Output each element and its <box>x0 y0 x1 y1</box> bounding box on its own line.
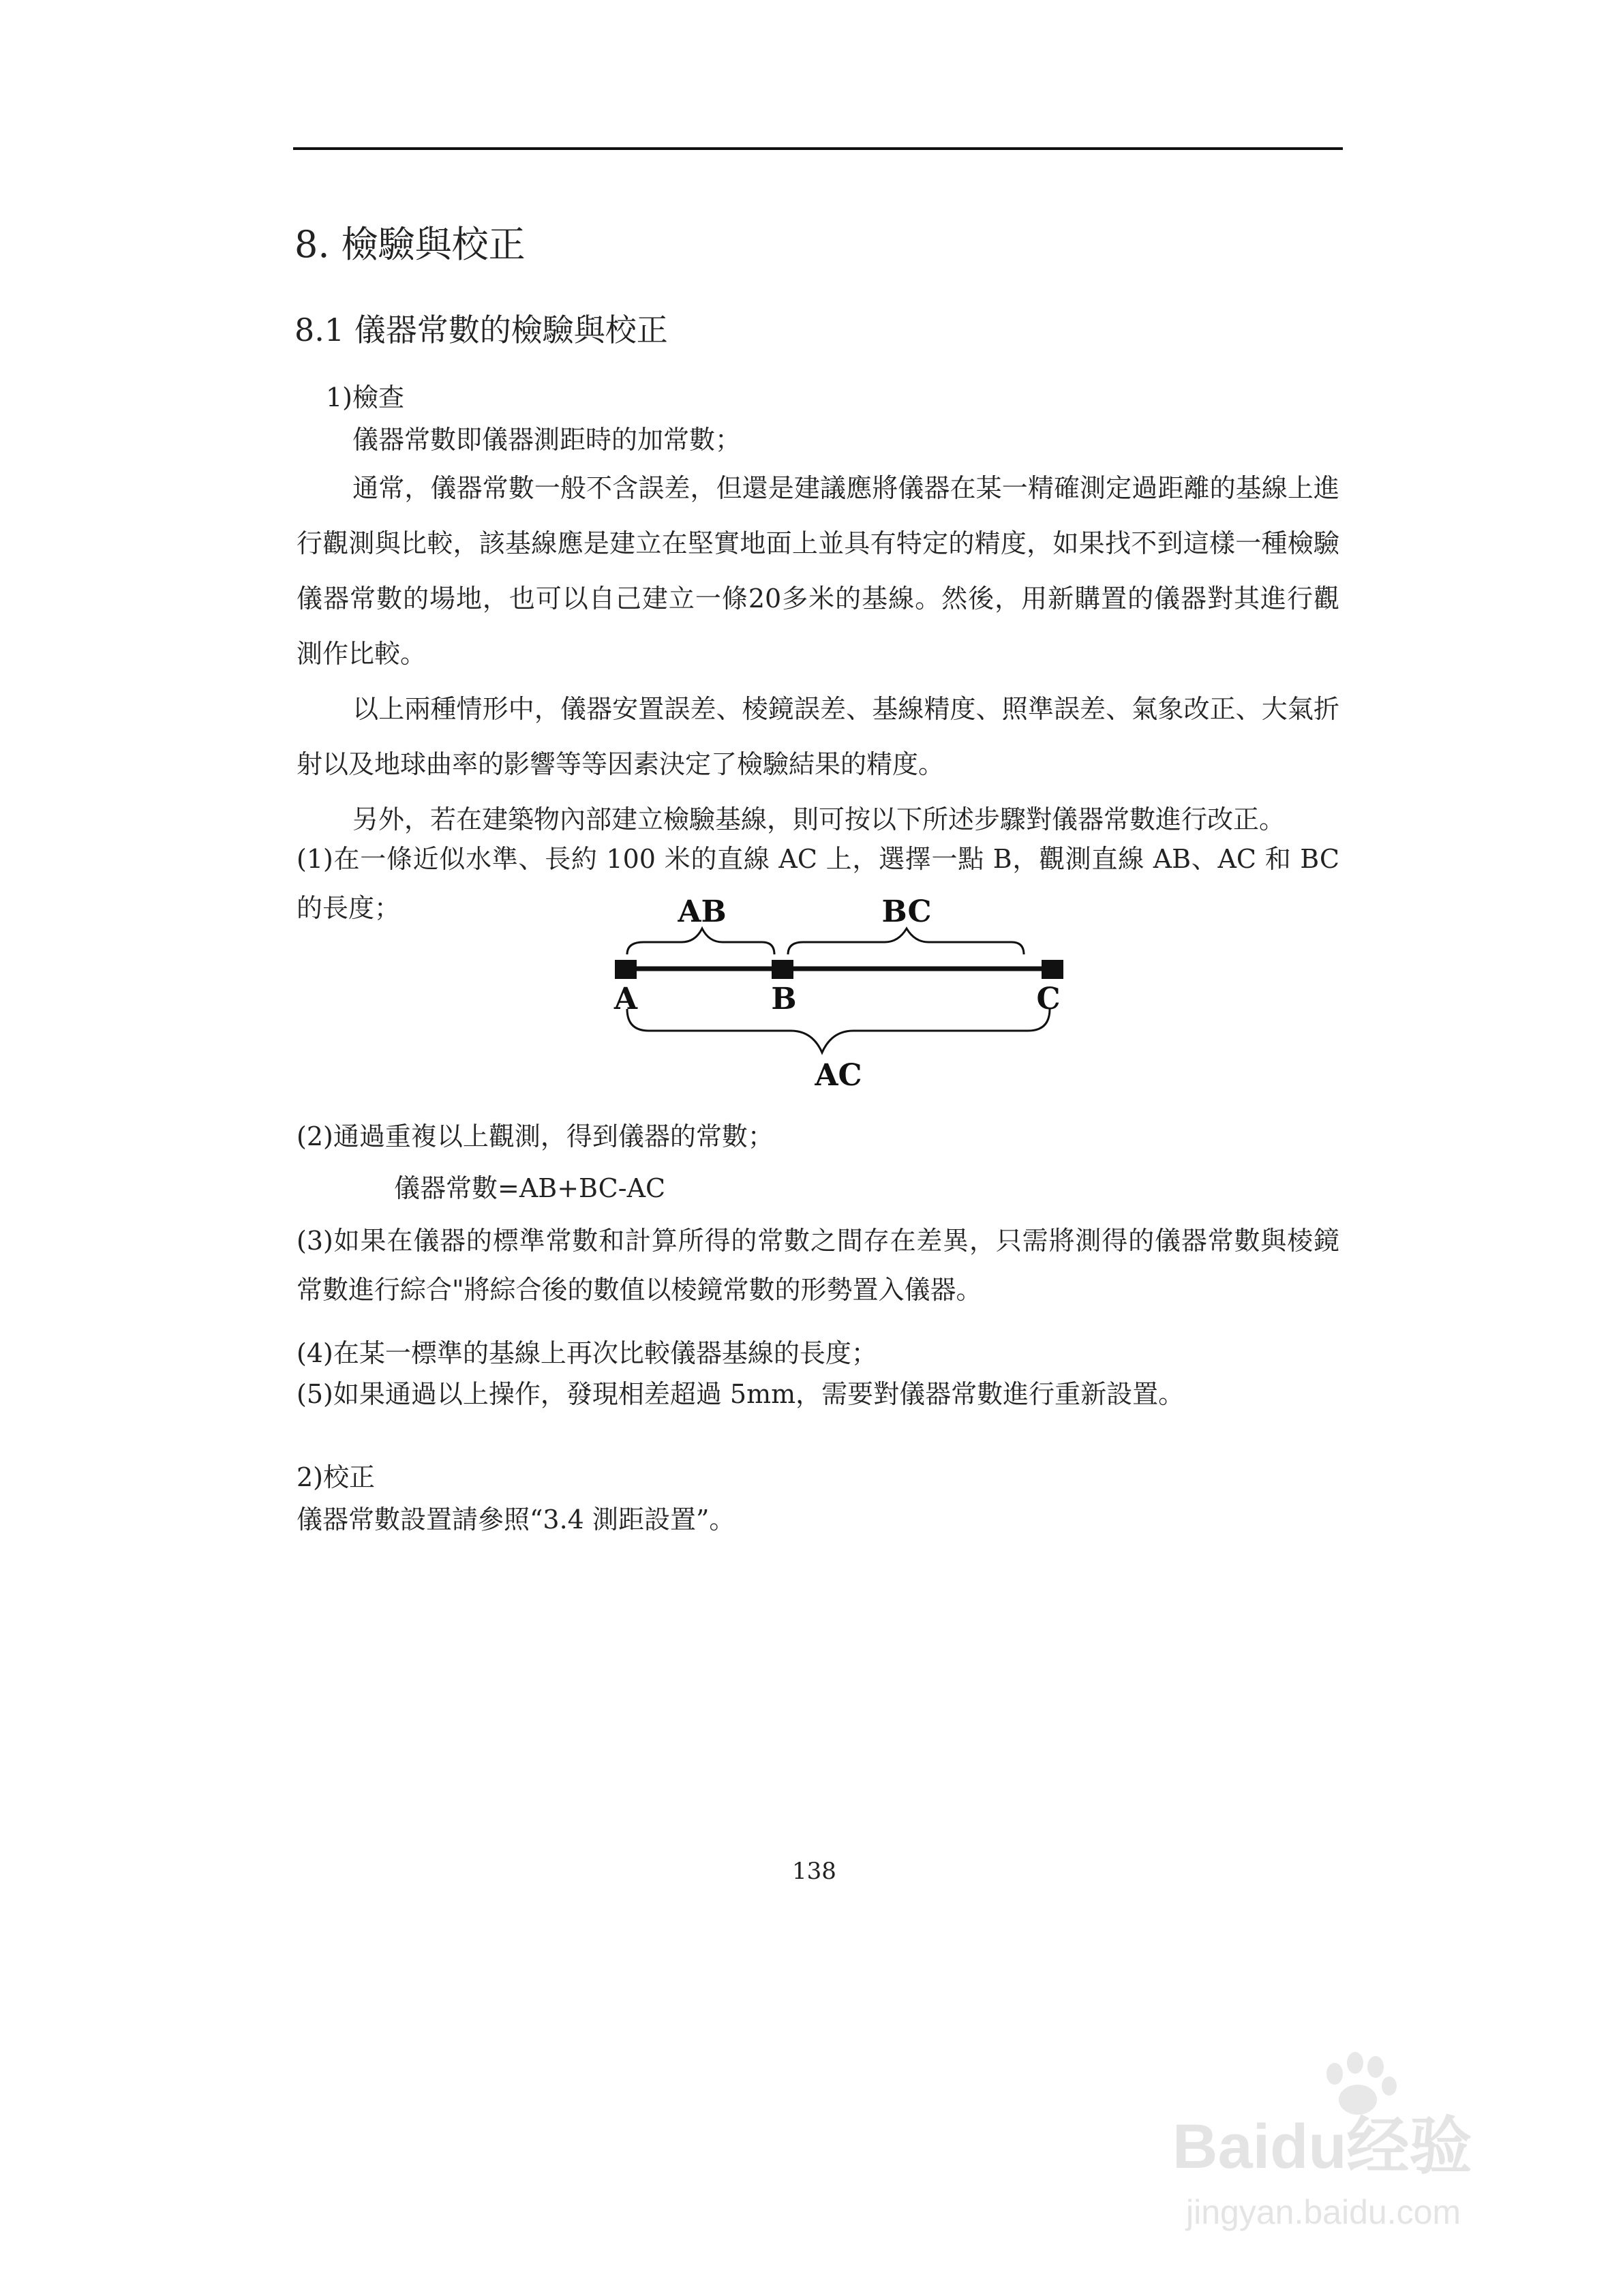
point-c-marker <box>1042 960 1063 979</box>
paragraph-error-factors <box>297 682 1339 792</box>
paragraph-indoor-baseline-text: 另外，若在建築物內部建立檢驗基線，則可按以下所述步驟對儀器常數進行改正。 <box>352 804 1286 834</box>
baseline-diagram <box>586 886 1077 1104</box>
step-2: (2)通過重複以上觀測，得到儀器的常數； <box>297 1121 774 1151</box>
paragraph-baseline-text: 通常，儀器常數一般不含誤差，但還是建議應將儀器在某一精確測定過距離的基線上進行觀測與比較，該基線應是建立在堅實地面上並具有特定的精度，如果找不到這樣一種檢驗儀器常數的場地，也可以自己建立一條20多米的基線。然後，用新購置的儀器對其進行觀測作比較。 <box>297 473 1339 669</box>
brace-ab <box>627 928 774 954</box>
label-b: B <box>771 982 797 1016</box>
step-5: (5)如果通過以上操作，發現相差超過 5mm，需要對儀器常數進行重新設置。 <box>297 1379 1185 1409</box>
check-intro-line: 儀器常數即儀器測距時的加常數； <box>352 425 742 455</box>
check-heading: 1)檢查 <box>326 382 405 412</box>
paw-logo-icon <box>1326 2052 1397 2115</box>
label-ac: AC <box>815 1058 862 1093</box>
step-4: (4)在某一標準的基線上再次比較儀器基線的長度； <box>297 1338 877 1368</box>
watermark-brand: Baidu经验 <box>1172 2112 1472 2181</box>
page-number: 138 <box>792 1858 836 1885</box>
subsection-title: 8.1 儀器常數的檢驗與校正 <box>294 312 668 348</box>
label-a: A <box>613 982 638 1016</box>
brace-ac <box>627 1009 1050 1053</box>
watermark-url: jingyan.baidu.com <box>1186 2193 1461 2231</box>
step-1: (1)在一條近似水準、長約 100 米的直線 AC 上，選擇一點 B，觀測直線 AB、AC 和 BC 的長度； <box>297 844 1339 923</box>
brace-bc <box>788 928 1024 954</box>
label-ab: AB <box>678 894 727 929</box>
calibrate-heading: 2)校正 <box>297 1462 376 1492</box>
paragraph-error-factors-text: 以上兩種情形中，儀器安置誤差、棱鏡誤差、基線精度、照準誤差、氣象改正、大氣折射以及地球曲率的影響等等因素決定了檢驗結果的精度。 <box>297 694 1339 779</box>
header-rule <box>293 147 1343 150</box>
label-bc: BC <box>881 894 932 929</box>
paragraph-baseline <box>297 461 1339 682</box>
formula: 儀器常數=AB+BC-AC <box>394 1173 666 1203</box>
point-b-marker <box>772 960 793 979</box>
baidu-watermark <box>1159 2038 1541 2243</box>
step-3: (3)如果在儀器的標準常數和計算所得的常數之間存在差異，只需將測得的儀器常數與棱鏡常數進行綜合"將綜合後的數值以棱鏡常數的形勢置入儀器。 <box>297 1226 1339 1305</box>
calibrate-line: 儀器常數設置請參照“3.4 測距設置”。 <box>297 1505 735 1535</box>
section-title: 8. 檢驗與校正 <box>294 223 526 266</box>
point-a-marker <box>615 960 637 979</box>
label-c: C <box>1036 982 1061 1016</box>
